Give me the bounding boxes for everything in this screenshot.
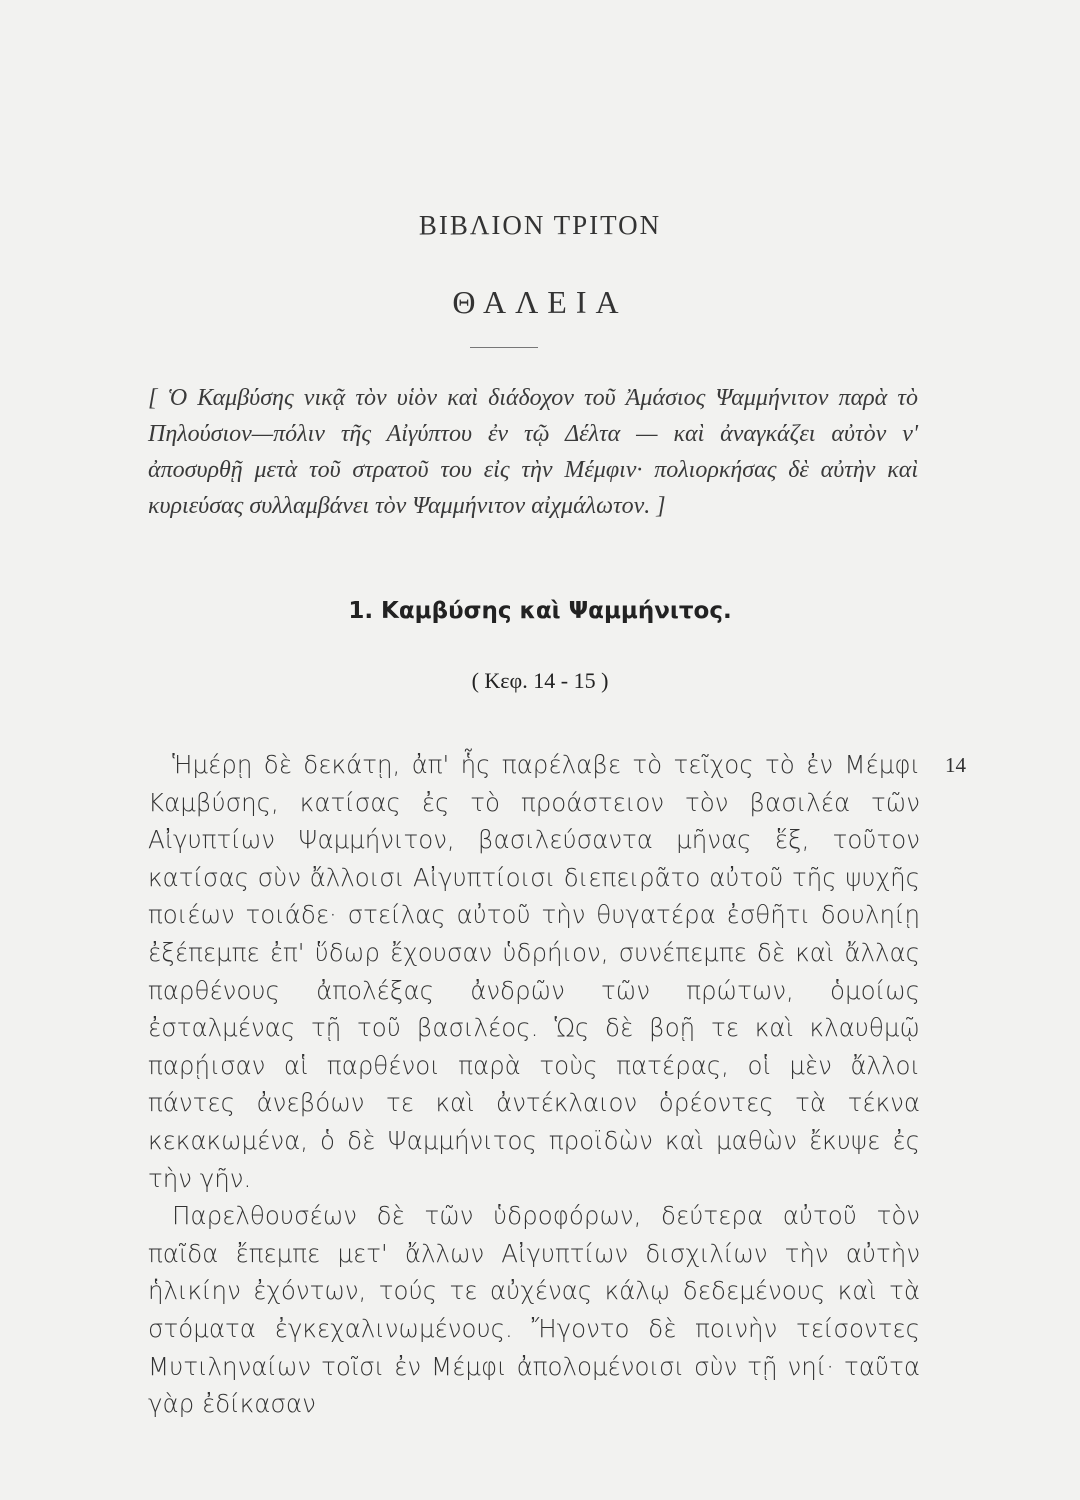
paragraph: Ἡμέρῃ δὲ δεκάτῃ, ἀπ' ἧς παρέλαβε τὸ τεῖχος τὸ ἐν Μέμφι Καμβύσης, κατίσας ἐς τὸ προάστειον τὸν βασιλέα τῶν Αἰγυπτίων Ψαμμήνιτον, βασιλεύσαντα μῆνας ἕξ, τοῦτον κατίσας σὺν ἄλλοισι Αἰγυπτίοισι διεπειρᾶτο αὐτοῦ τῆς ψυχῆς ποιέων τοιάδε· στείλας αὐτοῦ τὴν θυγατέρα ἐσθῆτι δουληίῃ ἐξέπεμπε ἐπ' ὕδωρ ἔχουσαν ὑδρήιον, συνέπεμπε δὲ καὶ ἄλλας παρθένους ἀπολέξας ἀνδρῶν τῶν πρώτων, ὁμοίως ἐσταλμένας τῇ τοῦ βασιλέος. Ὡς δὲ βοῇ τε καὶ κλαυθμῷ παρῄισαν αἱ παρθένοι παρὰ τοὺς πατέρας, οἱ μὲν ἄλλοι πάντες ἀνεβόων τε καὶ ἀντέκλαιον ὁρέοντες τὰ τέκνα κεκακωμένα, ὁ δὲ Ψαμμήνιτος προϊδὼν καὶ μαθὼν ἔκυψε ἐς τὴν γῆν. [148,750,920,1193]
chapter-summary: [ Ὁ Καμβύσης νικᾷ τὸν υἱὸν καὶ διάδοχον τοῦ Ἀμάσιος Ψαμμήνιτον παρὰ τὸ Πηλούσιον—πόλιν τῆς Αἰγύπτου ἐν τῷ Δέλτα — καὶ ἀναγκάζει αὐτὸν ν' ἀποσυρθῇ μετὰ τοῦ στρατοῦ του εἰς τὴν Μέμφιν· πολιορκήσας δὲ αὐτὴν καὶ κυριεύσας συλλαμβάνει τὸν Ψαμμήνιτον αἰχμάλωτον. ] [148,385,918,519]
margin-chapter-number: 14 [945,753,966,777]
chapter-range: ( Κεφ. 14 - 15 ) [471,668,609,693]
body-text [148,746,920,1423]
section-title: ΘΑΛΕΙΑ [452,284,628,320]
chapter-heading: 1. Καμβύσης καὶ Ψαμμήνιτος. [348,598,732,624]
title-divider [470,347,538,348]
book-title: ΒΙΒΛΙΟΝ ΤΡΙΤΟΝ [418,210,662,240]
paragraph: Παρελθουσέων δὲ τῶν ὑδροφόρων, δεύτερα αὐτοῦ τὸν παῖδα ἔπεμπε μετ' ἄλλων Αἰγυπτίων δισχιλίων τὴν αὐτὴν ἡλικίην ἐχόντων, τούς τε αὐχένας κάλῳ δεδεμένους καὶ τὰ στόματα ἐγκεχαλινωμένους. Ἤγοντο δὲ ποινὴν τείσοντες Μυτιληναίων τοῖσι ἐν Μέμφι ἀπολομένοισι σὺν τῇ νηί· ταῦτα γὰρ ἐδίκασαν [148,1201,920,1419]
